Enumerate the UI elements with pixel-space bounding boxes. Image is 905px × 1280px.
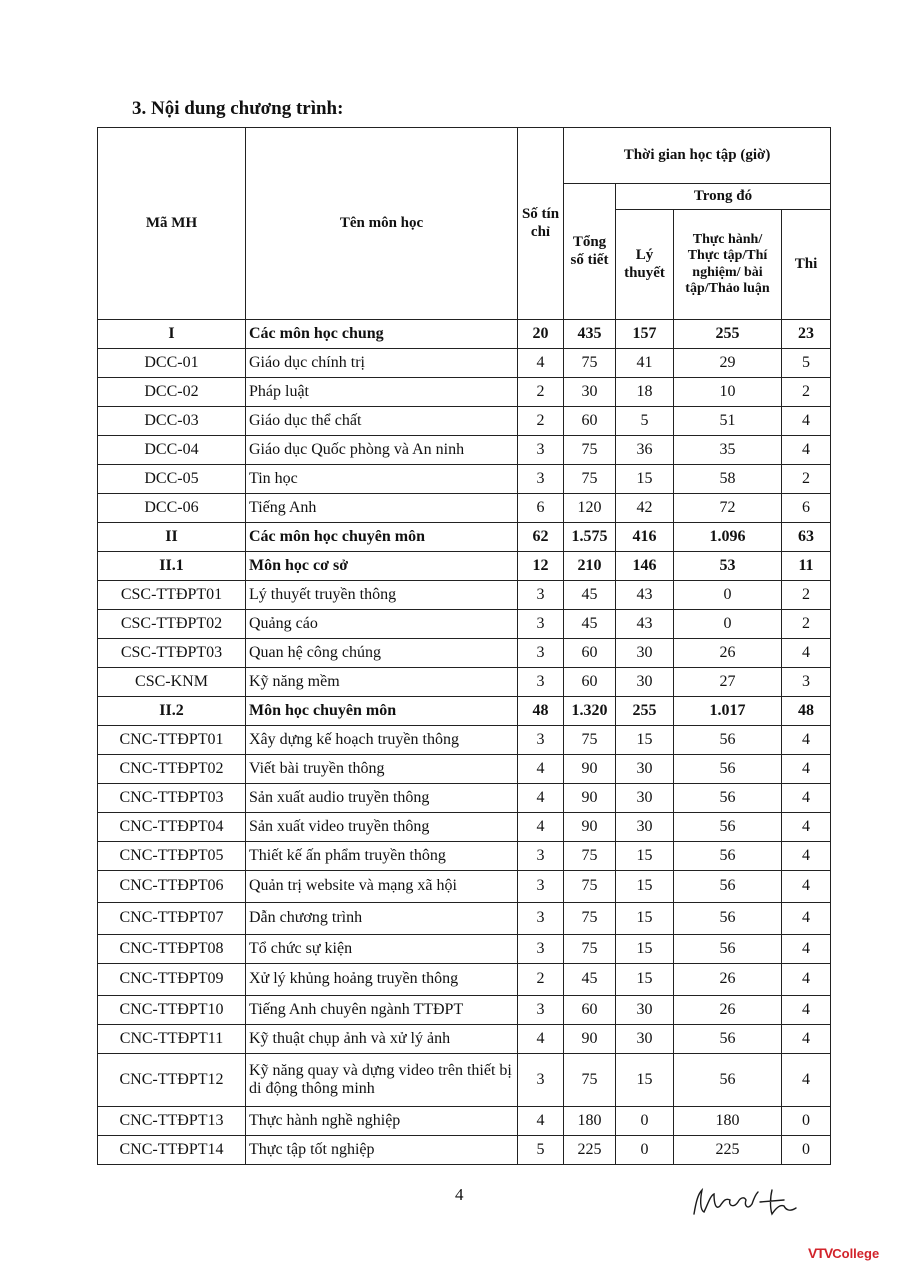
cell-total: 1.575 bbox=[564, 523, 616, 552]
cell-practice: 56 bbox=[674, 871, 782, 903]
cell-code: CNC-TTĐPT02 bbox=[98, 755, 246, 784]
cell-name: Thực hành nghề nghiệp bbox=[246, 1107, 518, 1136]
cell-code: CNC-TTĐPT08 bbox=[98, 935, 246, 964]
cell-theory: 157 bbox=[616, 320, 674, 349]
header-total: Tổng số tiết bbox=[564, 184, 616, 320]
cell-name: Viết bài truyền thông bbox=[246, 755, 518, 784]
cell-total: 180 bbox=[564, 1107, 616, 1136]
cell-total: 75 bbox=[564, 903, 616, 935]
cell-credits: 3 bbox=[518, 610, 564, 639]
cell-practice: 56 bbox=[674, 1054, 782, 1107]
cell-theory: 30 bbox=[616, 1025, 674, 1054]
table-row bbox=[98, 996, 831, 1025]
cell-exam: 2 bbox=[782, 465, 831, 494]
curriculum-table bbox=[97, 127, 831, 1165]
cell-theory: 255 bbox=[616, 697, 674, 726]
header-theory: Lý thuyết bbox=[616, 210, 674, 320]
cell-code: CNC-TTĐPT06 bbox=[98, 871, 246, 903]
cell-exam: 5 bbox=[782, 349, 831, 378]
table-row bbox=[98, 784, 831, 813]
header-of-which: Trong đó bbox=[616, 184, 831, 210]
table-row bbox=[98, 581, 831, 610]
cell-credits: 4 bbox=[518, 1107, 564, 1136]
cell-practice: 10 bbox=[674, 378, 782, 407]
cell-name: Lý thuyết truyền thông bbox=[246, 581, 518, 610]
table-row bbox=[98, 1054, 831, 1107]
logo-mark: VTV bbox=[808, 1245, 833, 1261]
cell-practice: 58 bbox=[674, 465, 782, 494]
table-row bbox=[98, 871, 831, 903]
cell-credits: 3 bbox=[518, 465, 564, 494]
cell-name: Các môn học chung bbox=[246, 320, 518, 349]
table-row bbox=[98, 610, 831, 639]
cell-credits: 4 bbox=[518, 755, 564, 784]
cell-total: 60 bbox=[564, 407, 616, 436]
cell-exam: 4 bbox=[782, 407, 831, 436]
cell-credits: 3 bbox=[518, 581, 564, 610]
cell-practice: 35 bbox=[674, 436, 782, 465]
cell-exam: 0 bbox=[782, 1107, 831, 1136]
cell-total: 210 bbox=[564, 552, 616, 581]
cell-practice: 29 bbox=[674, 349, 782, 378]
cell-practice: 0 bbox=[674, 581, 782, 610]
cell-total: 75 bbox=[564, 349, 616, 378]
cell-name: Tổ chức sự kiện bbox=[246, 935, 518, 964]
cell-exam: 4 bbox=[782, 1054, 831, 1107]
cell-theory: 30 bbox=[616, 813, 674, 842]
cell-theory: 15 bbox=[616, 726, 674, 755]
cell-practice: 56 bbox=[674, 784, 782, 813]
cell-total: 75 bbox=[564, 1054, 616, 1107]
cell-theory: 18 bbox=[616, 378, 674, 407]
cell-total: 225 bbox=[564, 1136, 616, 1165]
cell-name: Các môn học chuyên môn bbox=[246, 523, 518, 552]
cell-code: I bbox=[98, 320, 246, 349]
cell-theory: 15 bbox=[616, 935, 674, 964]
cell-name: Kỹ thuật chụp ảnh và xử lý ảnh bbox=[246, 1025, 518, 1054]
cell-total: 60 bbox=[564, 639, 616, 668]
cell-total: 90 bbox=[564, 813, 616, 842]
cell-practice: 225 bbox=[674, 1136, 782, 1165]
cell-practice: 255 bbox=[674, 320, 782, 349]
cell-code: CNC-TTĐPT04 bbox=[98, 813, 246, 842]
cell-code: DCC-05 bbox=[98, 465, 246, 494]
cell-credits: 3 bbox=[518, 436, 564, 465]
cell-name: Dẫn chương trình bbox=[246, 903, 518, 935]
table-row bbox=[98, 668, 831, 697]
cell-credits: 3 bbox=[518, 726, 564, 755]
cell-exam: 4 bbox=[782, 935, 831, 964]
cell-theory: 15 bbox=[616, 465, 674, 494]
header-code: Mã MH bbox=[98, 128, 246, 320]
cell-credits: 20 bbox=[518, 320, 564, 349]
cell-code: CNC-TTĐPT10 bbox=[98, 996, 246, 1025]
cell-total: 75 bbox=[564, 871, 616, 903]
cell-code: CSC-TTĐPT01 bbox=[98, 581, 246, 610]
cell-name: Tin học bbox=[246, 465, 518, 494]
cell-credits: 6 bbox=[518, 494, 564, 523]
cell-name: Thực tập tốt nghiệp bbox=[246, 1136, 518, 1165]
cell-name: Kỹ năng mềm bbox=[246, 668, 518, 697]
table-row bbox=[98, 1107, 831, 1136]
cell-code: CNC-TTĐPT13 bbox=[98, 1107, 246, 1136]
cell-theory: 0 bbox=[616, 1107, 674, 1136]
cell-credits: 3 bbox=[518, 639, 564, 668]
cell-total: 90 bbox=[564, 1025, 616, 1054]
cell-total: 45 bbox=[564, 581, 616, 610]
signature bbox=[688, 1182, 803, 1227]
table-row bbox=[98, 903, 831, 935]
cell-name: Tiếng Anh chuyên ngành TTĐPT bbox=[246, 996, 518, 1025]
cell-code: CNC-TTĐPT05 bbox=[98, 842, 246, 871]
cell-credits: 3 bbox=[518, 903, 564, 935]
cell-credits: 5 bbox=[518, 1136, 564, 1165]
cell-practice: 56 bbox=[674, 726, 782, 755]
cell-total: 60 bbox=[564, 668, 616, 697]
cell-theory: 30 bbox=[616, 755, 674, 784]
cell-credits: 3 bbox=[518, 668, 564, 697]
group-row bbox=[98, 320, 831, 349]
cell-exam: 4 bbox=[782, 755, 831, 784]
cell-code: CSC-TTĐPT02 bbox=[98, 610, 246, 639]
group-row bbox=[98, 523, 831, 552]
table-row bbox=[98, 465, 831, 494]
cell-credits: 3 bbox=[518, 935, 564, 964]
cell-credits: 2 bbox=[518, 378, 564, 407]
logo-word: College bbox=[832, 1245, 880, 1261]
cell-name: Môn học chuyên môn bbox=[246, 697, 518, 726]
cell-total: 75 bbox=[564, 842, 616, 871]
table-row bbox=[98, 726, 831, 755]
cell-theory: 30 bbox=[616, 639, 674, 668]
cell-practice: 56 bbox=[674, 842, 782, 871]
cell-credits: 3 bbox=[518, 1054, 564, 1107]
cell-practice: 56 bbox=[674, 903, 782, 935]
cell-credits: 3 bbox=[518, 871, 564, 903]
cell-practice: 56 bbox=[674, 1025, 782, 1054]
cell-total: 435 bbox=[564, 320, 616, 349]
cell-theory: 43 bbox=[616, 581, 674, 610]
page-number: 4 bbox=[455, 1185, 464, 1204]
table-row bbox=[98, 935, 831, 964]
cell-exam: 63 bbox=[782, 523, 831, 552]
cell-credits: 48 bbox=[518, 697, 564, 726]
cell-exam: 0 bbox=[782, 1136, 831, 1165]
cell-total: 60 bbox=[564, 996, 616, 1025]
cell-practice: 26 bbox=[674, 639, 782, 668]
table-row bbox=[98, 639, 831, 668]
cell-theory: 146 bbox=[616, 552, 674, 581]
cell-name: Pháp luật bbox=[246, 378, 518, 407]
cell-name: Quảng cáo bbox=[246, 610, 518, 639]
cell-exam: 4 bbox=[782, 903, 831, 935]
cell-name: Sản xuất video truyền thông bbox=[246, 813, 518, 842]
cell-name: Giáo dục Quốc phòng và An ninh bbox=[246, 436, 518, 465]
cell-name: Thiết kế ấn phẩm truyền thông bbox=[246, 842, 518, 871]
cell-theory: 42 bbox=[616, 494, 674, 523]
cell-practice: 53 bbox=[674, 552, 782, 581]
cell-theory: 15 bbox=[616, 903, 674, 935]
cell-theory: 416 bbox=[616, 523, 674, 552]
header-credits: Số tín chỉ bbox=[518, 128, 564, 320]
cell-total: 1.320 bbox=[564, 697, 616, 726]
cell-name: Môn học cơ sở bbox=[246, 552, 518, 581]
cell-theory: 30 bbox=[616, 996, 674, 1025]
cell-code: CNC-TTĐPT03 bbox=[98, 784, 246, 813]
cell-exam: 4 bbox=[782, 964, 831, 996]
cell-exam: 4 bbox=[782, 871, 831, 903]
table-row bbox=[98, 1136, 831, 1165]
cell-code: CNC-TTĐPT11 bbox=[98, 1025, 246, 1054]
cell-code: II bbox=[98, 523, 246, 552]
cell-theory: 43 bbox=[616, 610, 674, 639]
cell-name: Giáo dục chính trị bbox=[246, 349, 518, 378]
table-row bbox=[98, 378, 831, 407]
cell-code: CNC-TTĐPT01 bbox=[98, 726, 246, 755]
group-row bbox=[98, 697, 831, 726]
cell-exam: 4 bbox=[782, 784, 831, 813]
cell-code: DCC-04 bbox=[98, 436, 246, 465]
cell-credits: 2 bbox=[518, 964, 564, 996]
cell-practice: 56 bbox=[674, 755, 782, 784]
cell-total: 75 bbox=[564, 935, 616, 964]
cell-total: 75 bbox=[564, 465, 616, 494]
cell-code: DCC-01 bbox=[98, 349, 246, 378]
table-row bbox=[98, 349, 831, 378]
cell-theory: 15 bbox=[616, 964, 674, 996]
cell-code: CNC-TTĐPT07 bbox=[98, 903, 246, 935]
cell-practice: 56 bbox=[674, 813, 782, 842]
header-exam: Thi bbox=[782, 210, 831, 320]
cell-exam: 4 bbox=[782, 842, 831, 871]
cell-total: 30 bbox=[564, 378, 616, 407]
cell-theory: 30 bbox=[616, 784, 674, 813]
cell-credits: 3 bbox=[518, 996, 564, 1025]
cell-exam: 4 bbox=[782, 639, 831, 668]
cell-code: CSC-KNM bbox=[98, 668, 246, 697]
cell-total: 45 bbox=[564, 964, 616, 996]
cell-total: 90 bbox=[564, 755, 616, 784]
header-practice: Thực hành/ Thực tập/Thí nghiệm/ bài tập/Thảo luận bbox=[674, 210, 782, 320]
cell-credits: 4 bbox=[518, 1025, 564, 1054]
table-row bbox=[98, 755, 831, 784]
cell-credits: 62 bbox=[518, 523, 564, 552]
cell-code: DCC-03 bbox=[98, 407, 246, 436]
cell-exam: 2 bbox=[782, 610, 831, 639]
cell-name: Quản trị website và mạng xã hội bbox=[246, 871, 518, 903]
cell-exam: 48 bbox=[782, 697, 831, 726]
cell-code: CNC-TTĐPT14 bbox=[98, 1136, 246, 1165]
table-row bbox=[98, 842, 831, 871]
cell-code: CNC-TTĐPT09 bbox=[98, 964, 246, 996]
cell-name: Giáo dục thể chất bbox=[246, 407, 518, 436]
table-row bbox=[98, 494, 831, 523]
group-row bbox=[98, 552, 831, 581]
cell-theory: 36 bbox=[616, 436, 674, 465]
cell-credits: 2 bbox=[518, 407, 564, 436]
cell-code: DCC-06 bbox=[98, 494, 246, 523]
cell-exam: 4 bbox=[782, 996, 831, 1025]
cell-credits: 4 bbox=[518, 349, 564, 378]
table-row bbox=[98, 813, 831, 842]
cell-total: 120 bbox=[564, 494, 616, 523]
table-row bbox=[98, 407, 831, 436]
cell-credits: 4 bbox=[518, 784, 564, 813]
table-row bbox=[98, 1025, 831, 1054]
section-title: 3. Nội dung chương trình: bbox=[132, 98, 344, 119]
cell-practice: 51 bbox=[674, 407, 782, 436]
cell-total: 45 bbox=[564, 610, 616, 639]
table-row bbox=[98, 964, 831, 996]
cell-theory: 15 bbox=[616, 1054, 674, 1107]
cell-practice: 56 bbox=[674, 935, 782, 964]
cell-code: II.1 bbox=[98, 552, 246, 581]
cell-exam: 4 bbox=[782, 1025, 831, 1054]
cell-name: Tiếng Anh bbox=[246, 494, 518, 523]
cell-exam: 3 bbox=[782, 668, 831, 697]
cell-practice: 26 bbox=[674, 996, 782, 1025]
cell-exam: 4 bbox=[782, 813, 831, 842]
cell-exam: 4 bbox=[782, 436, 831, 465]
cell-credits: 4 bbox=[518, 813, 564, 842]
cell-total: 90 bbox=[564, 784, 616, 813]
cell-exam: 4 bbox=[782, 726, 831, 755]
header-time: Thời gian học tập (giờ) bbox=[564, 128, 831, 184]
cell-code: CNC-TTĐPT12 bbox=[98, 1054, 246, 1107]
cell-name: Kỹ năng quay và dựng video trên thiết bị di động thông minh bbox=[246, 1054, 518, 1107]
cell-exam: 6 bbox=[782, 494, 831, 523]
cell-name: Sản xuất audio truyền thông bbox=[246, 784, 518, 813]
cell-exam: 23 bbox=[782, 320, 831, 349]
cell-exam: 11 bbox=[782, 552, 831, 581]
cell-practice: 1.096 bbox=[674, 523, 782, 552]
cell-name: Xây dựng kế hoạch truyền thông bbox=[246, 726, 518, 755]
cell-practice: 26 bbox=[674, 964, 782, 996]
cell-exam: 2 bbox=[782, 378, 831, 407]
cell-theory: 5 bbox=[616, 407, 674, 436]
cell-theory: 30 bbox=[616, 668, 674, 697]
cell-code: CSC-TTĐPT03 bbox=[98, 639, 246, 668]
cell-total: 75 bbox=[564, 726, 616, 755]
table-body bbox=[98, 320, 831, 1165]
cell-theory: 0 bbox=[616, 1136, 674, 1165]
header-name: Tên môn học bbox=[246, 128, 518, 320]
cell-exam: 2 bbox=[782, 581, 831, 610]
cell-credits: 3 bbox=[518, 842, 564, 871]
cell-code: II.2 bbox=[98, 697, 246, 726]
cell-name: Quan hệ công chúng bbox=[246, 639, 518, 668]
cell-theory: 15 bbox=[616, 871, 674, 903]
cell-practice: 27 bbox=[674, 668, 782, 697]
cell-credits: 12 bbox=[518, 552, 564, 581]
cell-practice: 0 bbox=[674, 610, 782, 639]
cell-theory: 15 bbox=[616, 842, 674, 871]
cell-name: Xử lý khủng hoảng truyền thông bbox=[246, 964, 518, 996]
cell-practice: 72 bbox=[674, 494, 782, 523]
cell-total: 75 bbox=[564, 436, 616, 465]
cell-code: DCC-02 bbox=[98, 378, 246, 407]
cell-theory: 41 bbox=[616, 349, 674, 378]
cell-practice: 1.017 bbox=[674, 697, 782, 726]
vtv-college-logo bbox=[808, 1245, 879, 1261]
cell-practice: 180 bbox=[674, 1107, 782, 1136]
table-row bbox=[98, 436, 831, 465]
